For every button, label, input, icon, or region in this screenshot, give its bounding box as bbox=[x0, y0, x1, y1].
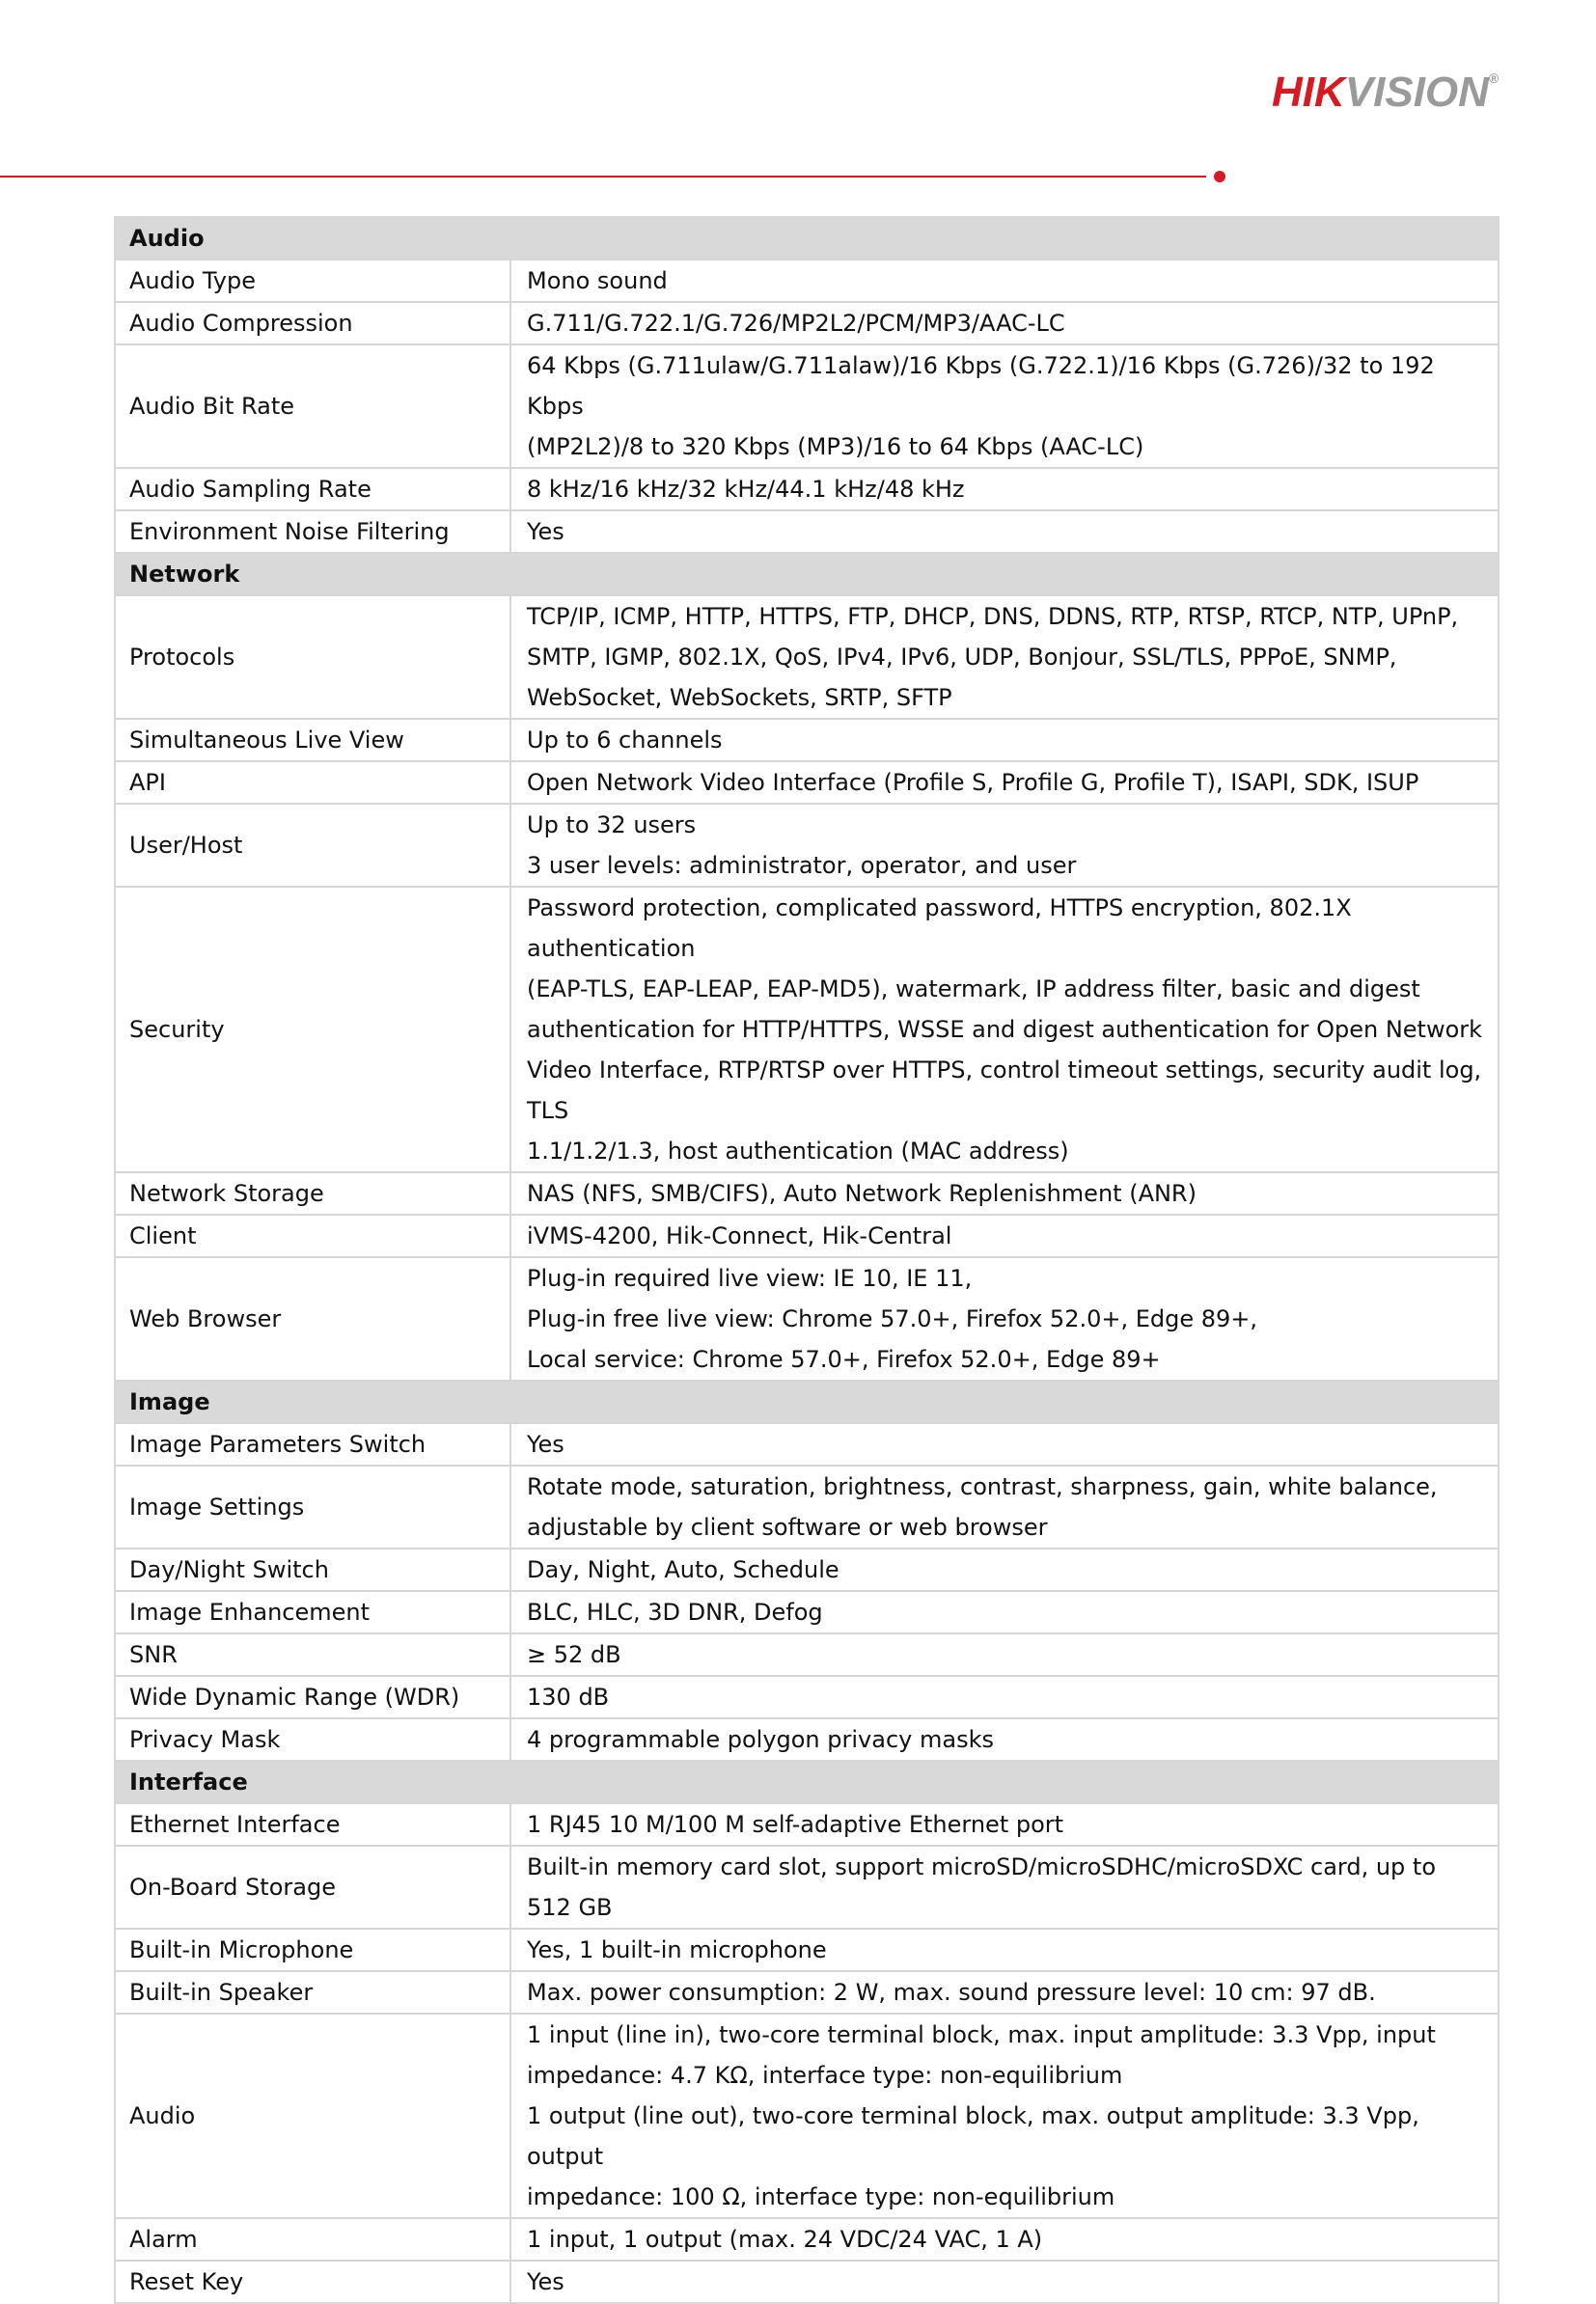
header-rule bbox=[0, 176, 1206, 178]
logo-registered-mark: ® bbox=[1488, 70, 1500, 86]
spec-value-line: SMTP, IGMP, 802.1X, QoS, IPv4, IPv6, UDP, Bonjour, SSL/TLS, PPPoE, SNMP, bbox=[527, 644, 1397, 671]
spec-value-line: Day, Night, Auto, Schedule bbox=[527, 1556, 839, 1583]
table-row bbox=[115, 344, 1499, 468]
spec-value bbox=[510, 1929, 1499, 1971]
spec-label: Privacy Mask bbox=[115, 1718, 510, 1761]
spec-value bbox=[510, 302, 1499, 344]
spec-value-line: G.711/G.722.1/G.726/MP2L2/PCM/MP3/AAC-LC bbox=[527, 310, 1065, 337]
spec-value-line: 1 output (line out), two-core terminal block, max. output amplitude: 3.3 Vpp, output bbox=[527, 2102, 1419, 2170]
spec-value-line: impedance: 100 Ω, interface type: non-equilibrium bbox=[527, 2183, 1115, 2210]
spec-value bbox=[510, 1803, 1499, 1846]
table-row bbox=[115, 719, 1499, 761]
spec-label: Built-in Speaker bbox=[115, 1971, 510, 2014]
spec-label: Image Parameters Switch bbox=[115, 1423, 510, 1466]
section-header-row bbox=[115, 1761, 1499, 1803]
spec-value-line: Plug-in required live view: IE 10, IE 11, bbox=[527, 1265, 973, 1292]
spec-value-line: adjustable by client software or web browser bbox=[527, 1514, 1048, 1541]
spec-label: Audio Type bbox=[115, 260, 510, 302]
spec-value-line: iVMS-4200, Hik-Connect, Hik-Central bbox=[527, 1222, 952, 1249]
table-row bbox=[115, 2218, 1499, 2261]
section-header-row bbox=[115, 553, 1499, 595]
table-row bbox=[115, 804, 1499, 887]
spec-value-line: 130 dB bbox=[527, 1684, 610, 1711]
spec-value-line: Open Network Video Interface (Profile S, Profile G, Profile T), ISAPI, SDK, ISUP bbox=[527, 769, 1419, 796]
spec-value bbox=[510, 595, 1499, 719]
table-row bbox=[115, 1215, 1499, 1257]
spec-label: User/Host bbox=[115, 804, 510, 887]
table-row bbox=[115, 1423, 1499, 1466]
spec-value-line: WebSocket, WebSockets, SRTP, SFTP bbox=[527, 684, 952, 711]
spec-value-line: 3 user levels: administrator, operator, and user bbox=[527, 852, 1077, 879]
spec-value-line: 4 programmable polygon privacy masks bbox=[527, 1726, 994, 1753]
table-row bbox=[115, 1549, 1499, 1591]
spec-value bbox=[510, 1591, 1499, 1633]
spec-label: Audio bbox=[115, 2014, 510, 2218]
spec-label: Wide Dynamic Range (WDR) bbox=[115, 1676, 510, 1718]
spec-value-line: 1 input, 1 output (max. 24 VDC/24 VAC, 1 A) bbox=[527, 2226, 1043, 2253]
table-row bbox=[115, 1633, 1499, 1676]
spec-value-line: NAS (NFS, SMB/CIFS), Auto Network Replenishment (ANR) bbox=[527, 1180, 1197, 1207]
section-title: Image bbox=[115, 1381, 1499, 1423]
table-row bbox=[115, 260, 1499, 302]
spec-label: Image Enhancement bbox=[115, 1591, 510, 1633]
spec-value bbox=[510, 1257, 1499, 1381]
table-row bbox=[115, 1929, 1499, 1971]
table-row bbox=[115, 1846, 1499, 1929]
spec-value bbox=[510, 804, 1499, 887]
table-row bbox=[115, 2261, 1499, 2303]
spec-value-line: 64 Kbps (G.711ulaw/G.711alaw)/16 Kbps (G.722.1)/16 Kbps (G.726)/32 to 192 Kbps bbox=[527, 352, 1435, 420]
table-row bbox=[115, 1803, 1499, 1846]
table-row bbox=[115, 1257, 1499, 1381]
spec-value bbox=[510, 761, 1499, 804]
spec-value bbox=[510, 1846, 1499, 1929]
spec-value-line: Up to 6 channels bbox=[527, 727, 723, 754]
section-title: Audio bbox=[115, 217, 1499, 260]
spec-table bbox=[114, 216, 1500, 2304]
spec-value bbox=[510, 1549, 1499, 1591]
table-row bbox=[115, 887, 1499, 1172]
table-row bbox=[115, 1466, 1499, 1549]
section-header-row bbox=[115, 217, 1499, 260]
spec-value bbox=[510, 1676, 1499, 1718]
spec-label: SNR bbox=[115, 1633, 510, 1676]
spec-value bbox=[510, 1215, 1499, 1257]
spec-value-line: BLC, HLC, 3D DNR, Defog bbox=[527, 1599, 823, 1626]
spec-label: Audio Compression bbox=[115, 302, 510, 344]
table-row bbox=[115, 761, 1499, 804]
spec-value bbox=[510, 510, 1499, 553]
spec-value bbox=[510, 2014, 1499, 2218]
spec-label: Alarm bbox=[115, 2218, 510, 2261]
spec-value-line: Yes bbox=[527, 2268, 564, 2295]
spec-value-line: Mono sound bbox=[527, 267, 668, 294]
spec-value-line: authentication for HTTP/HTTPS, WSSE and digest authentication for Open Network bbox=[527, 1016, 1483, 1043]
spec-value-line: Built-in memory card slot, support microSD/microSDHC/microSDXC card, up to 512 GB bbox=[527, 1853, 1437, 1921]
table-row bbox=[115, 2014, 1499, 2218]
spec-value bbox=[510, 719, 1499, 761]
spec-value-line: Plug-in free live view: Chrome 57.0+, Firefox 52.0+, Edge 89+, bbox=[527, 1305, 1258, 1332]
spec-value bbox=[510, 468, 1499, 510]
spec-value bbox=[510, 1423, 1499, 1466]
spec-value bbox=[510, 1971, 1499, 2014]
spec-value bbox=[510, 1466, 1499, 1549]
spec-label: Audio Sampling Rate bbox=[115, 468, 510, 510]
spec-label: Protocols bbox=[115, 595, 510, 719]
spec-label: Ethernet Interface bbox=[115, 1803, 510, 1846]
spec-label: Audio Bit Rate bbox=[115, 344, 510, 468]
spec-value-line: Max. power consumption: 2 W, max. sound pressure level: 10 cm: 97 dB. bbox=[527, 1979, 1376, 2006]
spec-value-line: (EAP-TLS, EAP-LEAP, EAP-MD5), watermark, IP address filter, basic and digest bbox=[527, 975, 1420, 1002]
spec-value bbox=[510, 260, 1499, 302]
spec-table-body bbox=[115, 217, 1499, 2303]
table-row bbox=[115, 595, 1499, 719]
table-row bbox=[115, 1971, 1499, 2014]
spec-label: Built-in Microphone bbox=[115, 1929, 510, 1971]
spec-value-line: TCP/IP, ICMP, HTTP, HTTPS, FTP, DHCP, DNS, DDNS, RTP, RTSP, RTCP, NTP, UPnP, bbox=[527, 603, 1459, 630]
spec-value-line: Local service: Chrome 57.0+, Firefox 52.0+, Edge 89+ bbox=[527, 1346, 1161, 1373]
spec-value-line: (MP2L2)/8 to 320 Kbps (MP3)/16 to 64 Kbps (AAC-LC) bbox=[527, 433, 1144, 460]
spec-value-line: Video Interface, RTP/RTSP over HTTPS, control timeout settings, security audit log, TLS bbox=[527, 1056, 1482, 1124]
spec-label: Web Browser bbox=[115, 1257, 510, 1381]
table-row bbox=[115, 1718, 1499, 1761]
spec-value bbox=[510, 344, 1499, 468]
spec-label: Day/Night Switch bbox=[115, 1549, 510, 1591]
table-row bbox=[115, 468, 1499, 510]
spec-value-line: Rotate mode, saturation, brightness, contrast, sharpness, gain, white balance, bbox=[527, 1473, 1438, 1500]
spec-label: API bbox=[115, 761, 510, 804]
section-title: Interface bbox=[115, 1761, 1499, 1803]
spec-value-line: Password protection, complicated password, HTTPS encryption, 802.1X authentication bbox=[527, 894, 1352, 962]
table-row bbox=[115, 1172, 1499, 1215]
spec-label: On-Board Storage bbox=[115, 1846, 510, 1929]
section-title: Network bbox=[115, 553, 1499, 595]
spec-label: Environment Noise Filtering bbox=[115, 510, 510, 553]
table-row bbox=[115, 1591, 1499, 1633]
table-row bbox=[115, 302, 1499, 344]
spec-value bbox=[510, 887, 1499, 1172]
spec-value bbox=[510, 1718, 1499, 1761]
spec-label: Network Storage bbox=[115, 1172, 510, 1215]
spec-value bbox=[510, 1172, 1499, 1215]
spec-label: Client bbox=[115, 1215, 510, 1257]
table-row bbox=[115, 1676, 1499, 1718]
spec-value-line: 8 kHz/16 kHz/32 kHz/44.1 kHz/48 kHz bbox=[527, 476, 965, 503]
spec-value-line: Yes, 1 built-in microphone bbox=[527, 1936, 827, 1963]
spec-value-line: impedance: 4.7 KΩ, interface type: non-equilibrium bbox=[527, 2062, 1123, 2089]
spec-label: Simultaneous Live View bbox=[115, 719, 510, 761]
spec-value-line: Yes bbox=[527, 1431, 564, 1458]
spec-value-line: Up to 32 users bbox=[527, 811, 697, 838]
spec-value-line: 1 input (line in), two-core terminal block, max. input amplitude: 3.3 Vpp, input bbox=[527, 2021, 1436, 2048]
spec-label: Image Settings bbox=[115, 1466, 510, 1549]
spec-value bbox=[510, 1633, 1499, 1676]
section-header-row bbox=[115, 1381, 1499, 1423]
brand-logo bbox=[1272, 71, 1499, 114]
logo-vision: VISION bbox=[1344, 69, 1489, 116]
spec-value-line: 1 RJ45 10 M/100 M self-adaptive Ethernet port bbox=[527, 1811, 1064, 1838]
table-row bbox=[115, 510, 1499, 553]
header-rule-dot bbox=[1214, 171, 1225, 182]
spec-value-line: 1.1/1.2/1.3, host authentication (MAC address) bbox=[527, 1138, 1069, 1165]
spec-value bbox=[510, 2261, 1499, 2303]
spec-label: Reset Key bbox=[115, 2261, 510, 2303]
spec-value-line: ≥ 52 dB bbox=[527, 1641, 621, 1668]
spec-value-line: Yes bbox=[527, 518, 564, 545]
spec-label: Security bbox=[115, 887, 510, 1172]
spec-value bbox=[510, 2218, 1499, 2261]
logo-hik: HIK bbox=[1272, 69, 1345, 116]
